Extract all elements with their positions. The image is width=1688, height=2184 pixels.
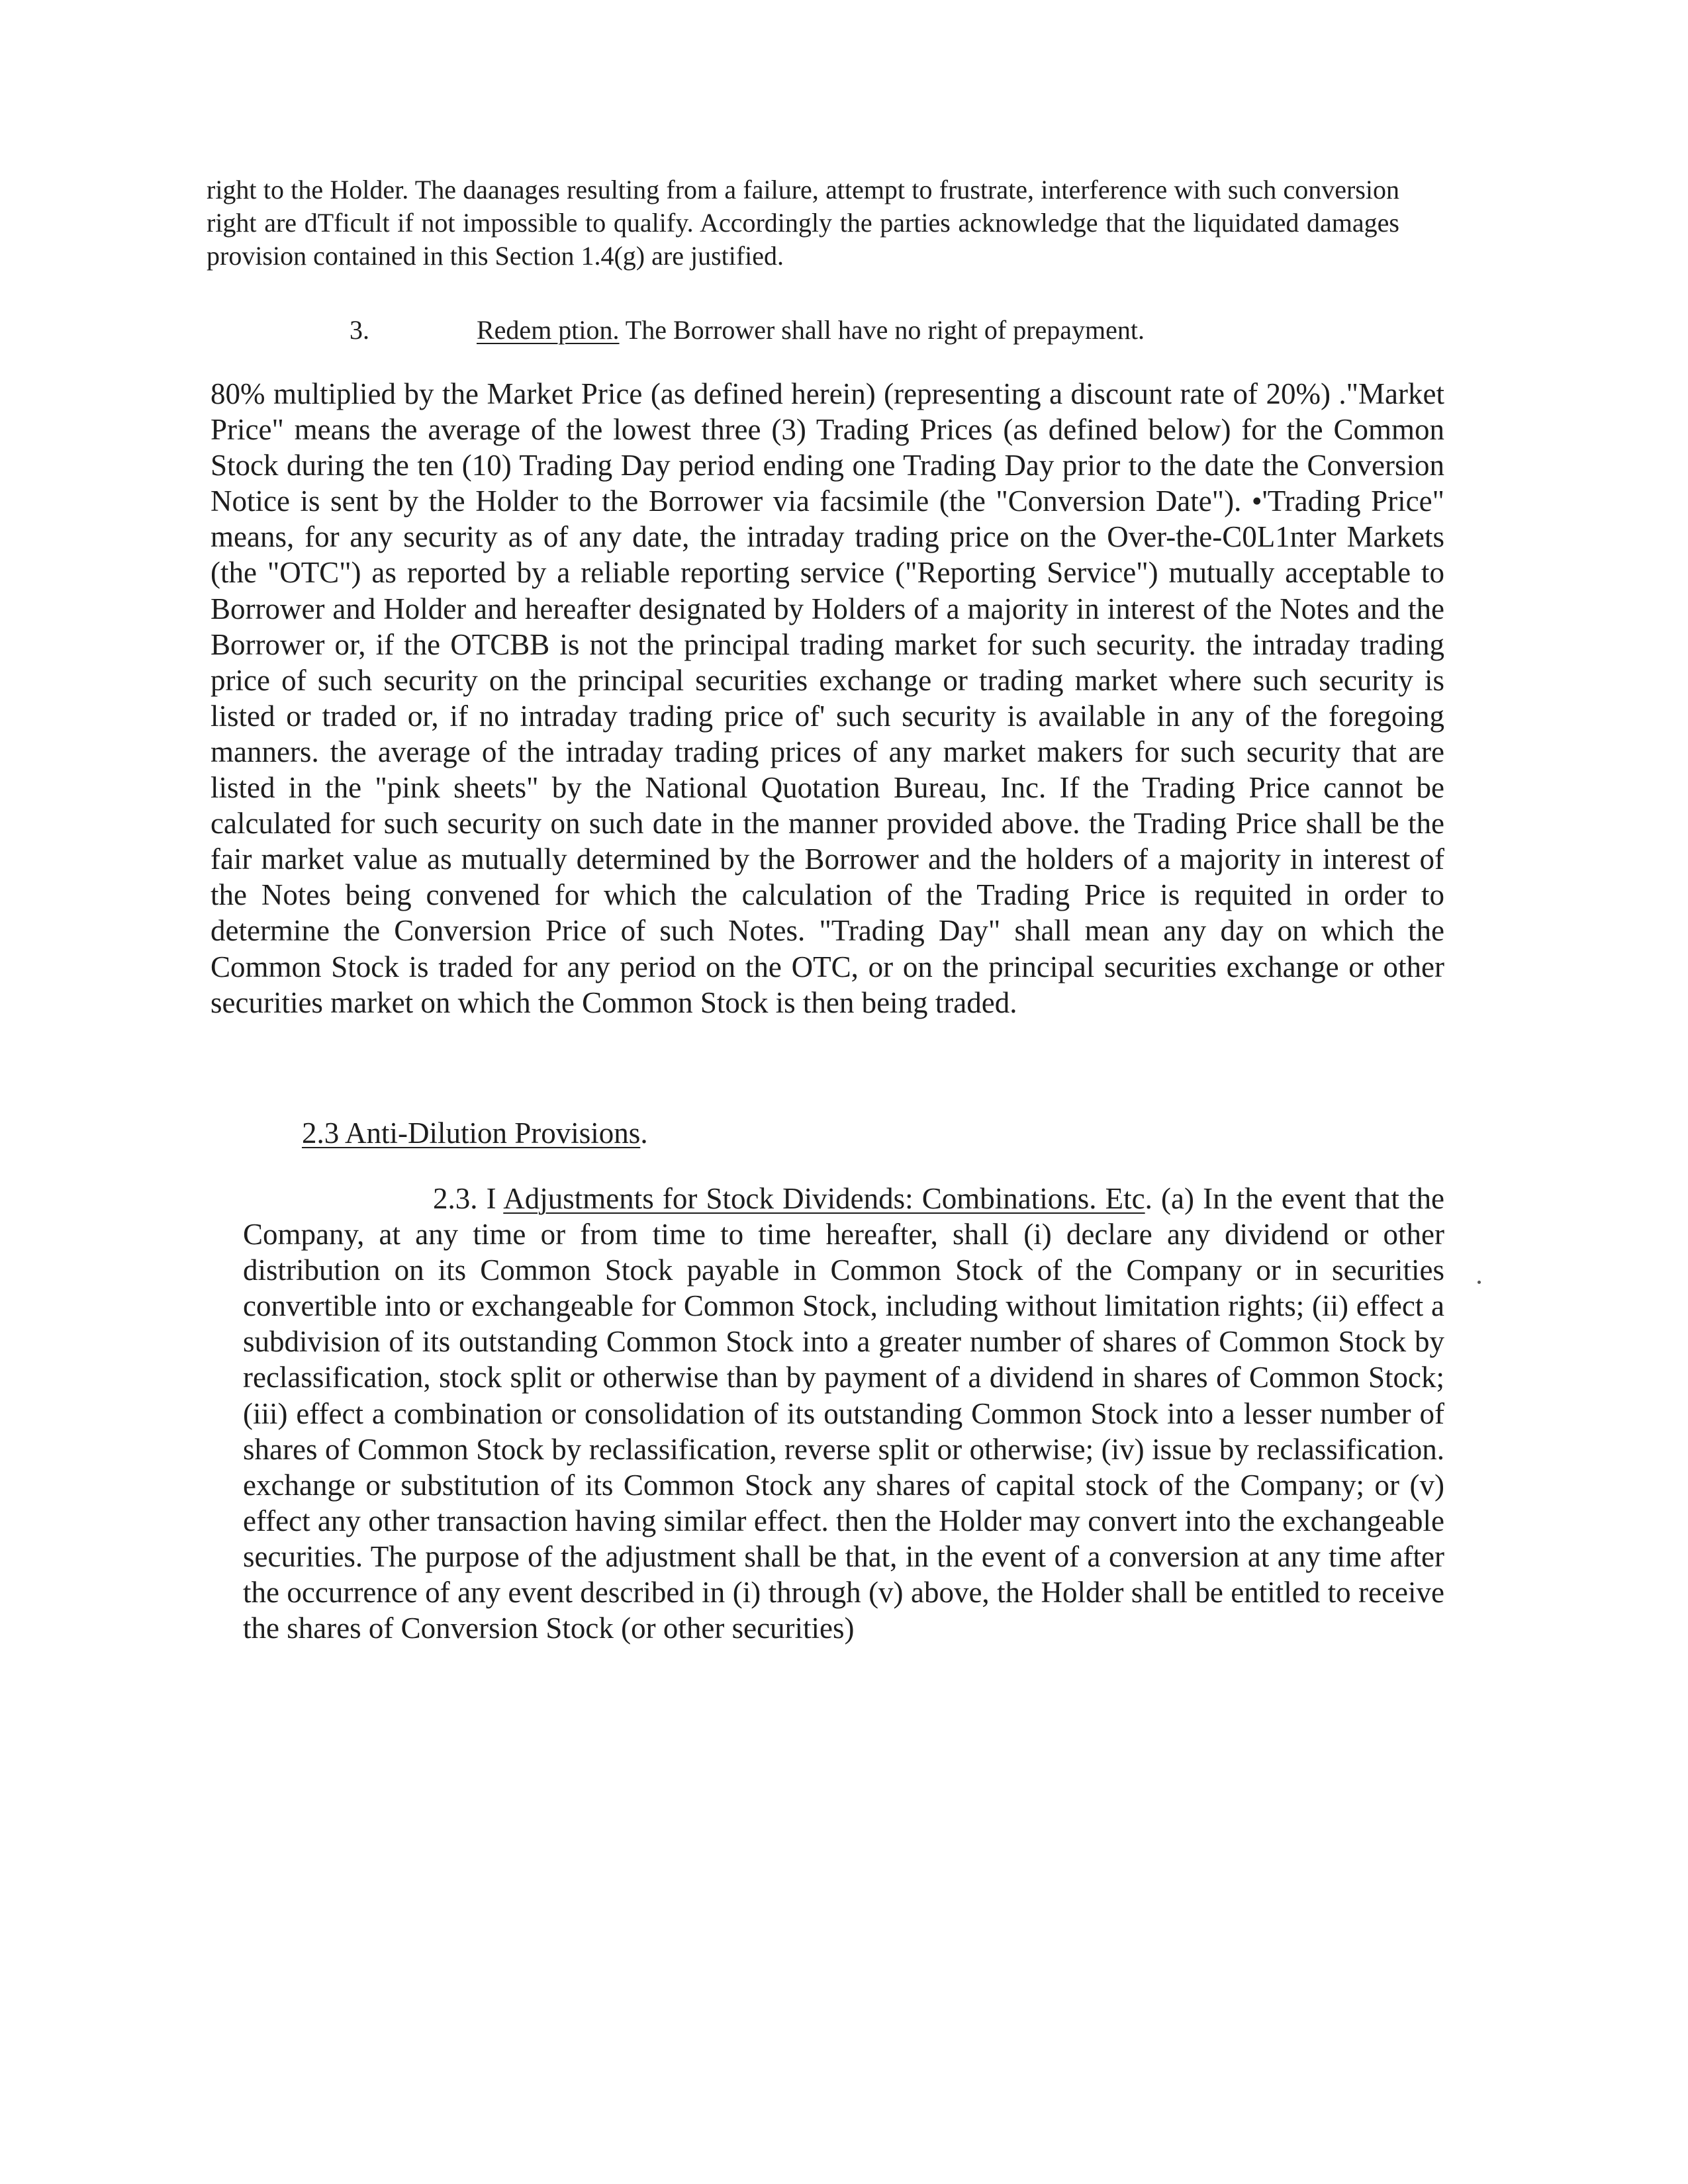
redemption-number: 3.	[350, 315, 369, 345]
adjustments-number: 2.3. I	[433, 1182, 504, 1215]
anti-dilution-section	[302, 1115, 1096, 1151]
market-price-paragraph: 80% multiplied by the Market Price (as defined herein) (representing a discount rate of 20%) ."Market Price" means the average of the lowest three (3) Trading Prices (as defined below) for the Common Stock during the ten (10) Trading Day period ending one Trading Day prior to the date the Conversion Notice is sent by the Holder to the Borrower via facsimile (the "Conversion Date"). •'Trading Price" means, for any security as of any date, the intraday trading price on the Over-the-C0L1nter Markets (the "OTC") as reported by a reliable reporting service ("Reporting Service") mutually acceptable to Borrower and Holder and hereafter designated by Holders of a majority in interest of the Notes and the Borrower or, if the OTCBB is not the principal trading market for such security. the intraday trading price of such security on the principal securities exchange or trading market where such security is listed or traded or, if no intraday trading price of' such security is available in any of the foregoing manners. the average of the intraday trading prices of any market makers for such security that are listed in the "pink sheets" by the National Quotation Bureau, Inc. If the Trading Price cannot be calculated for such security on such date in the manner provided above. the Trading Price shall be the fair market value as mutually determined by the Borrower and the holders of a majority in interest of the Notes being convened for which the calculation of the Trading Price is requited in order to determine the Conversion Price of such Notes. "Trading Day" shall mean any day on which the Common Stock is traded for any period on the OTC, or on the principal securities exchange or other securities market on which the Common Stock is then being traded.	[211, 377, 1444, 1019]
adjustments-paragraph	[243, 1181, 1444, 1646]
redemption-section	[207, 314, 1332, 347]
top-paragraph: right to the Holder. The daanages resulting from a failure, attempt to frustrate, interference with such conversion right are dTficult if not impossible to qualify. Accordingly the parties acknowledge that the liquidated damages provision contained in this Section 1.4(g) are justified.	[207, 175, 1399, 271]
anti-dilution-heading: 2.3 Anti-Dilution Provisions	[302, 1116, 641, 1150]
anti-dilution-suffix: .	[640, 1116, 648, 1150]
redemption-text: The Borrower shall have no right of prepayment.	[619, 315, 1145, 345]
scan-speck	[1477, 1281, 1481, 1284]
adjustments-heading: Adjustments for Stock Dividends: Combinations. Etc	[503, 1182, 1145, 1215]
redemption-heading: Redem ption.	[477, 315, 620, 345]
adjustments-text: . (a) In the event that the Company, at any time or from time to time hereafter, shall (i) declare any dividend or other distribution on its Common Stock payable in Common Stock of the Company or in securities convertible into or exchangeable for Common Stock, including without limitation rights; (ii) effect a subdivision of its outstanding Common Stock into a greater number of shares of Common Stock by reclassification, stock split or otherwise than by payment of a dividend in shares of Common Stock; (iii) effect a combination or consolidation of its outstanding Common Stock into a lesser number of shares of Common Stock by reclassification, reverse split or otherwise; (iv) issue by reclassification. exchange or substitution of its Common Stock any shares of capital stock of the Company; or (v) effect any other transaction having similar effect. then the Holder may convert into the exchangeable securities. The purpose of the adjustment shall be that, in the event of a conversion at any time after the occurrence of any event described in (i) through (v) above, the Holder shall be entitled to receive the shares of Conversion Stock (or other securities)	[243, 1182, 1444, 1645]
